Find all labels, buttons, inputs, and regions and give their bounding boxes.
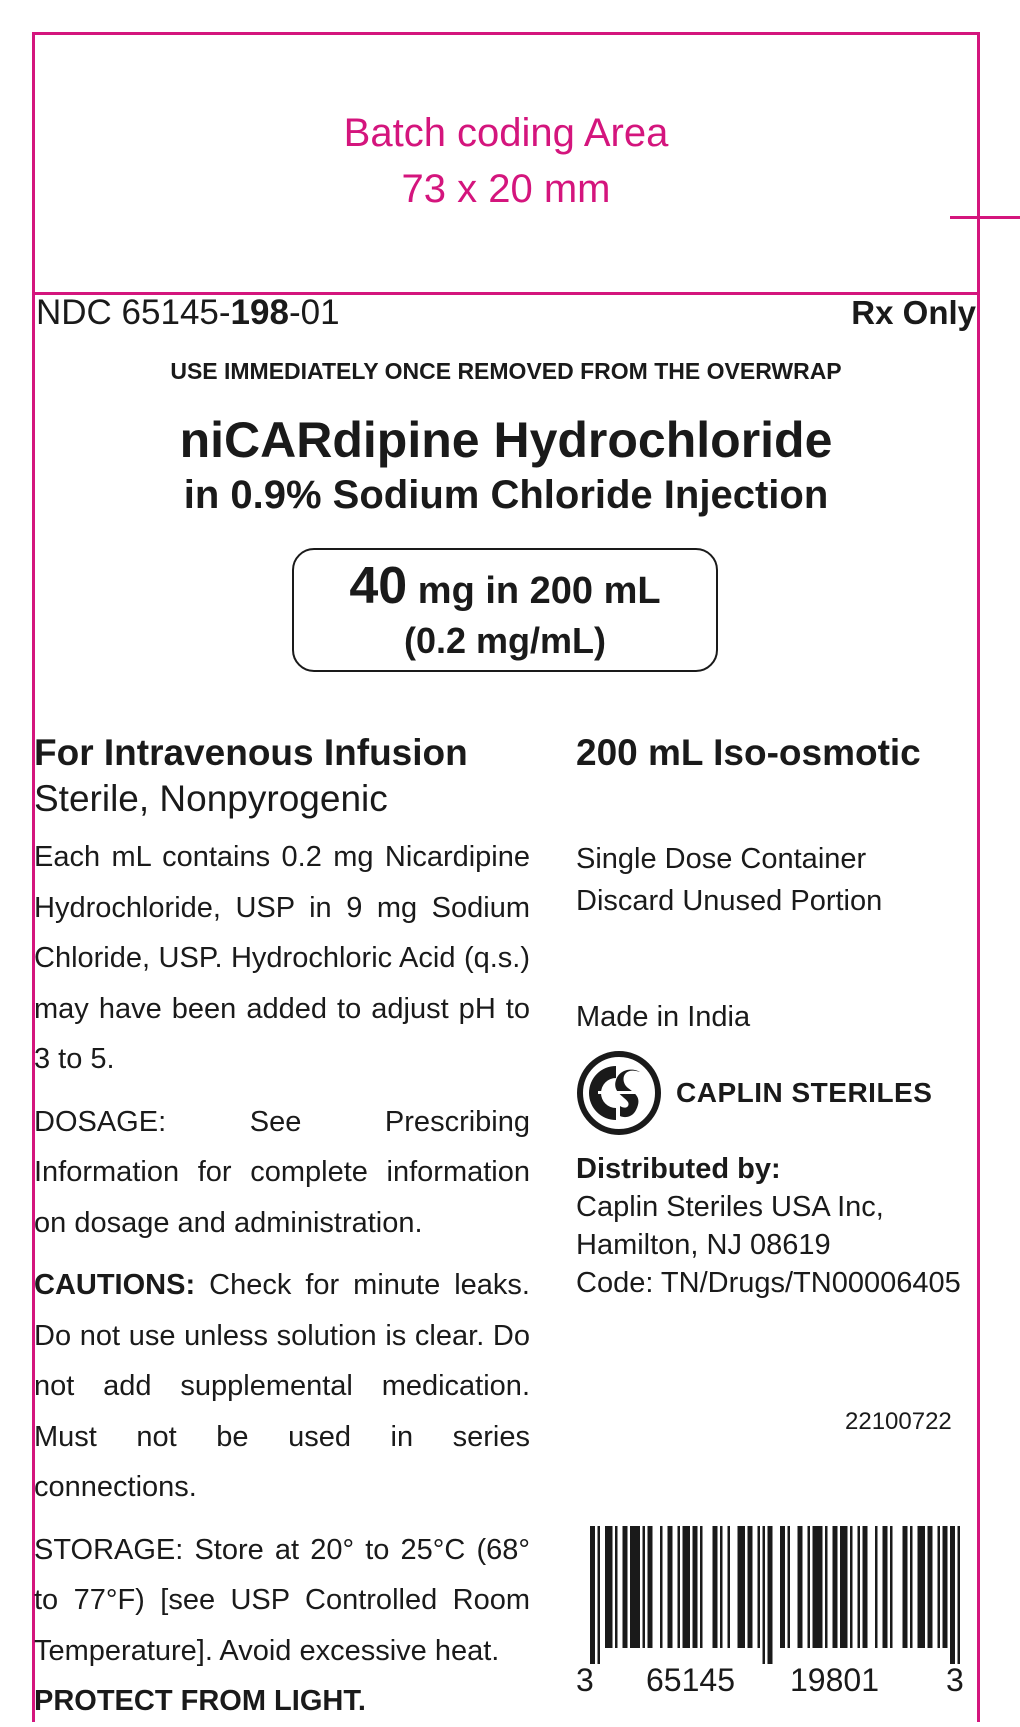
barcode-bar: [958, 1526, 961, 1664]
barcode-bar: [668, 1526, 673, 1648]
barcode-bar: [918, 1526, 926, 1648]
drug-name: niCARdipine Hydrochloride: [179, 412, 833, 468]
ndc-number: [36, 293, 340, 333]
batch-coding-size: 73 x 20 mm: [401, 167, 611, 211]
barcode-bar: [780, 1526, 785, 1648]
storage-paragraph: STORAGE: Store at 20° to 25°C (68° to 77°F) [see USP Controlled Room Temperature]. Avoid excessive heat.: [34, 1533, 530, 1667]
barcode-bar: [875, 1526, 878, 1648]
barcode-bar: [700, 1526, 703, 1648]
barcode-bar: [883, 1526, 888, 1648]
ndc-prefix: NDC 65145-: [36, 293, 231, 332]
barcode-bar: [910, 1526, 913, 1648]
item-code: 22100722: [845, 1408, 952, 1435]
barcode-bar: [768, 1526, 773, 1664]
barcode-digits-left: 65145: [646, 1662, 735, 1698]
barcode-digit-last: 3: [946, 1662, 964, 1698]
barcode-bar: [808, 1526, 811, 1648]
right-column: [576, 730, 976, 1302]
made-in-text: Made in India: [576, 1001, 751, 1033]
strength-concentration: (0.2 mg/mL): [403, 620, 607, 661]
drug-diluent: in 0.9% Sodium Chloride Injection: [183, 473, 829, 517]
distributor-city: Hamilton, NJ 08619: [576, 1229, 831, 1261]
strength-box: [292, 548, 718, 672]
dosage-paragraph: DOSAGE: See Prescribing Information for complete information on dosage and administration.: [34, 1105, 530, 1239]
barcode-bar: [763, 1526, 766, 1664]
barcode-bar: [825, 1526, 828, 1648]
barcode-bar: [598, 1526, 601, 1664]
barcode-bar: [813, 1526, 823, 1648]
barcode-digits-right: 19801: [790, 1662, 879, 1698]
protect-from-light: PROTECT FROM LIGHT.: [34, 1685, 366, 1717]
discard-text: Discard Unused Portion: [576, 885, 883, 917]
barcode-bar: [683, 1526, 691, 1648]
contents-paragraph: Each mL contains 0.2 mg Nicardipine Hydrochloride, USP in 9 mg Sodium Chloride, USP. Hydrochloric Acid (q.s.) may have been added to adjust pH to 3 to 5.: [34, 841, 530, 1075]
left-column: [34, 730, 530, 1727]
barcode-bar: [950, 1526, 955, 1664]
barcode-bar: [758, 1526, 761, 1648]
strength-amount: 40: [349, 557, 408, 615]
barcode-bar: [693, 1526, 698, 1648]
batch-coding-area: [32, 105, 980, 217]
barcode-bar: [738, 1526, 746, 1648]
barcode-bar: [798, 1526, 803, 1648]
manufacturer-logo: [576, 1050, 976, 1136]
strength-unit: mg in 200 mL: [407, 570, 661, 612]
ndc-product-code: 198: [230, 293, 289, 332]
barcode-bar: [863, 1526, 868, 1648]
barcode-bar: [928, 1526, 933, 1648]
barcode-bar: [615, 1526, 618, 1648]
strength-dose: [294, 558, 716, 619]
barcode-bar: [648, 1526, 653, 1648]
distributor-name: Caplin Steriles USA Inc,: [576, 1191, 884, 1223]
manufacturer-name: CAPLIN STERILES: [676, 1077, 933, 1108]
barcode-bar: [713, 1526, 718, 1648]
barcode-digit-first: 3: [576, 1662, 594, 1698]
single-dose-text: Single Dose Container: [576, 843, 867, 875]
cautions-label: CAUTIONS:: [34, 1269, 196, 1301]
cautions-paragraph: [34, 1260, 530, 1513]
barcode-bar: [788, 1526, 791, 1648]
batch-coding-title: Batch coding Area: [343, 111, 669, 155]
barcode-bar: [590, 1526, 595, 1664]
barcode-bar: [728, 1526, 731, 1648]
sterile-text: Sterile, Nonpyrogenic: [34, 778, 388, 819]
barcode-bar: [903, 1526, 908, 1648]
barcode-bar: [833, 1526, 838, 1648]
barcode-bar: [890, 1526, 893, 1648]
barcode-bars: [576, 1526, 970, 1664]
barcode: [576, 1526, 970, 1696]
barcode-bar: [660, 1526, 663, 1648]
barcode-bar: [630, 1526, 640, 1648]
cautions-text: Check for minute leaks. Do not use unless solution is clear. Do not add supplemental medication. Must not be used in series connections.: [34, 1269, 530, 1503]
barcode-bar: [605, 1526, 613, 1648]
barcode-bar: [858, 1526, 861, 1648]
volume-heading: 200 mL Iso-osmotic: [576, 732, 921, 773]
overwrap-warning: USE IMMEDIATELY ONCE REMOVED FROM THE OVERWRAP: [170, 358, 842, 384]
caplin-logo-icon: [576, 1050, 662, 1136]
barcode-bar: [643, 1526, 646, 1648]
barcode-bar: [850, 1526, 853, 1648]
ndc-suffix: -01: [288, 293, 340, 332]
distributor-code: Code: TN/Drugs/TN00006405: [576, 1267, 961, 1299]
rx-only: Rx Only: [851, 294, 976, 331]
barcode-bar: [840, 1526, 848, 1648]
barcode-bar: [623, 1526, 628, 1648]
distributor-label: Distributed by:: [576, 1153, 781, 1185]
barcode-bar: [748, 1526, 753, 1648]
barcode-bar: [678, 1526, 681, 1648]
route-heading: For Intravenous Infusion: [34, 732, 468, 773]
barcode-bar: [943, 1526, 948, 1648]
barcode-bar: [938, 1526, 941, 1648]
barcode-bar: [720, 1526, 723, 1648]
